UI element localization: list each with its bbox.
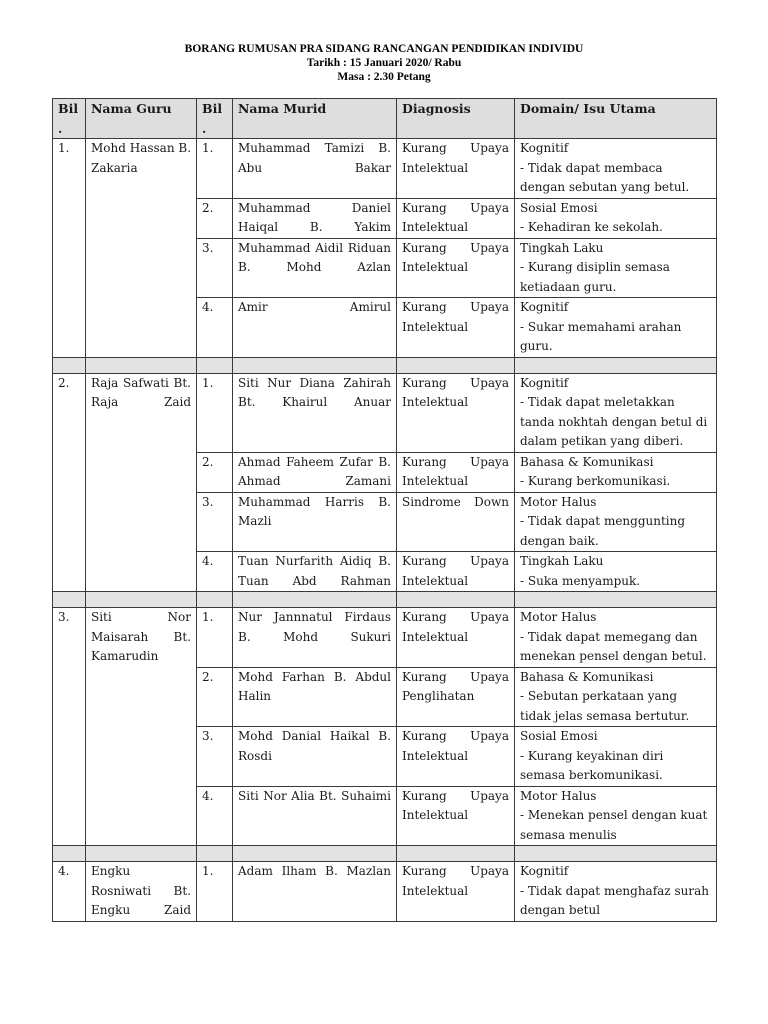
separator-cell (515, 592, 717, 608)
student-diagnosis: Kurang Upaya Intelektual (397, 139, 515, 199)
domain-issue: - Kurang berkomunikasi. (520, 474, 671, 488)
student-name: Siti Nur Diana Zahirah Bt. Khairul Anuar (233, 373, 397, 452)
separator-cell (397, 592, 515, 608)
teacher-number: 2. (53, 373, 86, 592)
student-number: 1. (197, 373, 233, 452)
teacher-number: 3. (53, 608, 86, 846)
student-diagnosis: Kurang Upaya Intelektual (397, 373, 515, 452)
domain-label: Bahasa & Komunikasi (520, 669, 654, 684)
teacher-number: 1. (53, 139, 86, 358)
student-name: Muhammad Daniel Haiqal B. Yakim (233, 198, 397, 238)
domain-label: Bahasa & Komunikasi (520, 454, 654, 469)
student-domain (515, 492, 717, 552)
table-header-row (53, 99, 717, 139)
separator-cell (515, 357, 717, 373)
header-diagnosis: Diagnosis (397, 99, 515, 139)
group-separator (53, 357, 717, 373)
form-date: Tarikh : 15 Januari 2020/ Rabu (306, 57, 462, 69)
student-diagnosis: Kurang Upaya Intelektual (397, 786, 515, 846)
group-separator (53, 846, 717, 862)
domain-issue: - Kurang keyakinan diri semasa berkomunikasi. (520, 748, 664, 782)
student-domain (515, 608, 717, 668)
student-domain (515, 667, 717, 727)
student-number: 2. (197, 198, 233, 238)
domain-issue: - Menekan pensel dengan kuat semasa menulis (520, 808, 708, 842)
student-name: Muhammad Aidil Riduan B. Mohd Azlan (233, 238, 397, 298)
domain-issue: - Tidak dapat memegang dan menekan pensel dengan betul. (520, 629, 707, 663)
student-number: 1. (197, 608, 233, 668)
table-row (53, 139, 717, 199)
header-bil-student: Bil . (197, 99, 233, 139)
student-number: 3. (197, 492, 233, 552)
domain-label: Sosial Emosi (520, 729, 598, 743)
domain-label: Kognitif (520, 300, 569, 314)
student-domain (515, 862, 717, 922)
table-row (53, 862, 717, 922)
student-name: Adam Ilham B. Mazlan (233, 862, 397, 922)
student-diagnosis: Kurang Upaya Intelektual (397, 238, 515, 298)
student-domain (515, 373, 717, 452)
teacher-name: Engku Rosniwati Bt. Engku Zaid (86, 862, 197, 922)
student-domain (515, 198, 717, 238)
student-name: Muhammad Tamizi B. Abu Bakar (233, 139, 397, 199)
student-diagnosis: Kurang Upaya Penglihatan (397, 667, 515, 727)
separator-cell (86, 592, 197, 608)
student-number: 3. (197, 727, 233, 787)
separator-cell (397, 357, 515, 373)
domain-label: Motor Halus (520, 788, 597, 803)
separator-cell (397, 846, 515, 862)
domain-issue: - Kurang disiplin semasa ketiadaan guru. (520, 260, 670, 294)
group-separator (53, 592, 717, 608)
teacher-name: Siti Nor Maisarah Bt. Kamarudin (86, 608, 197, 846)
student-number: 4. (197, 552, 233, 592)
domain-label: Kognitif (520, 864, 569, 878)
domain-label: Kognitif (520, 141, 569, 155)
student-number: 1. (197, 862, 233, 922)
domain-issue: - Sukar memahami arahan guru. (520, 319, 682, 353)
student-number: 4. (197, 786, 233, 846)
domain-issue: - Tidak dapat menghafaz surah dengan betul (520, 883, 709, 917)
separator-cell (233, 592, 397, 608)
separator-cell (233, 357, 397, 373)
domain-label: Sosial Emosi (520, 200, 598, 215)
form-header (52, 42, 716, 84)
header-teacher: Nama Guru (86, 99, 197, 139)
domain-label: Kognitif (520, 375, 569, 390)
student-diagnosis: Kurang Upaya Intelektual (397, 198, 515, 238)
domain-label: Motor Halus (520, 494, 597, 509)
domain-issue: - Tidak dapat menggunting dengan baik. (520, 514, 686, 548)
student-diagnosis: Kurang Upaya Intelektual (397, 608, 515, 668)
iep-summary-table (52, 98, 717, 922)
student-number: 1. (197, 139, 233, 199)
separator-cell (86, 357, 197, 373)
student-domain (515, 238, 717, 298)
separator-cell (197, 846, 233, 862)
domain-issue: - Kehadiran ke sekolah. (520, 220, 663, 234)
teacher-number: 4. (53, 862, 86, 922)
student-name: Tuan Nurfarith Aidiq B. Tuan Abd Rahman (233, 552, 397, 592)
student-name: Amir Amirul (233, 298, 397, 358)
student-diagnosis: Kurang Upaya Intelektual (397, 298, 515, 358)
student-diagnosis: Kurang Upaya Intelektual (397, 862, 515, 922)
student-number: 3. (197, 238, 233, 298)
separator-cell (233, 846, 397, 862)
table-row (53, 608, 717, 668)
separator-cell (53, 592, 86, 608)
student-domain (515, 298, 717, 358)
domain-issue: - Tidak dapat meletakkan tanda nokhtah dengan betul di dalam petikan yang diberi. (520, 395, 708, 448)
domain-label: Tingkah Laku (520, 240, 604, 255)
separator-cell (53, 357, 86, 373)
student-domain (515, 452, 717, 492)
student-domain (515, 786, 717, 846)
student-number: 4. (197, 298, 233, 358)
separator-cell (197, 592, 233, 608)
student-name: Mohd Danial Haikal B. Rosdi (233, 727, 397, 787)
student-diagnosis: Kurang Upaya Intelektual (397, 452, 515, 492)
student-diagnosis: Sindrome Down (397, 492, 515, 552)
domain-issue: - Suka menyampuk. (520, 573, 641, 588)
domain-label: Tingkah Laku (520, 554, 604, 568)
student-name: Muhammad Harris B. Mazli (233, 492, 397, 552)
student-diagnosis: Kurang Upaya Intelektual (397, 552, 515, 592)
student-name: Mohd Farhan B. Abdul Halin (233, 667, 397, 727)
teacher-name: Mohd Hassan B. Zakaria (86, 139, 197, 358)
header-domain: Domain/ Isu Utama (515, 99, 717, 139)
student-name: Nur Jannnatul Firdaus B. Mohd Sukuri (233, 608, 397, 668)
student-name: Siti Nor Alia Bt. Suhaimi (233, 786, 397, 846)
header-student: Nama Murid (233, 99, 397, 139)
domain-issue: - Sebutan perkataan yang tidak jelas semasa bertutur. (520, 689, 690, 723)
student-domain (515, 139, 717, 199)
student-diagnosis: Kurang Upaya Intelektual (397, 727, 515, 787)
form-title: BORANG RUMUSAN PRA SIDANG RANCANGAN PENDIDIKAN INDIVIDU (184, 43, 584, 55)
student-domain (515, 552, 717, 592)
table-body (53, 139, 717, 922)
table-row (53, 373, 717, 452)
domain-label: Motor Halus (520, 610, 597, 624)
teacher-name: Raja Safwati Bt. Raja Zaid (86, 373, 197, 592)
student-number: 2. (197, 667, 233, 727)
domain-issue: - Tidak dapat membaca dengan sebutan yang betul. (520, 160, 690, 194)
student-domain (515, 727, 717, 787)
header-bil: Bil . (53, 99, 86, 139)
student-number: 2. (197, 452, 233, 492)
separator-cell (197, 357, 233, 373)
student-name: Ahmad Faheem Zufar B. Ahmad Zamani (233, 452, 397, 492)
form-time: Masa : 2.30 Petang (337, 71, 431, 83)
separator-cell (86, 846, 197, 862)
separator-cell (515, 846, 717, 862)
separator-cell (53, 846, 86, 862)
